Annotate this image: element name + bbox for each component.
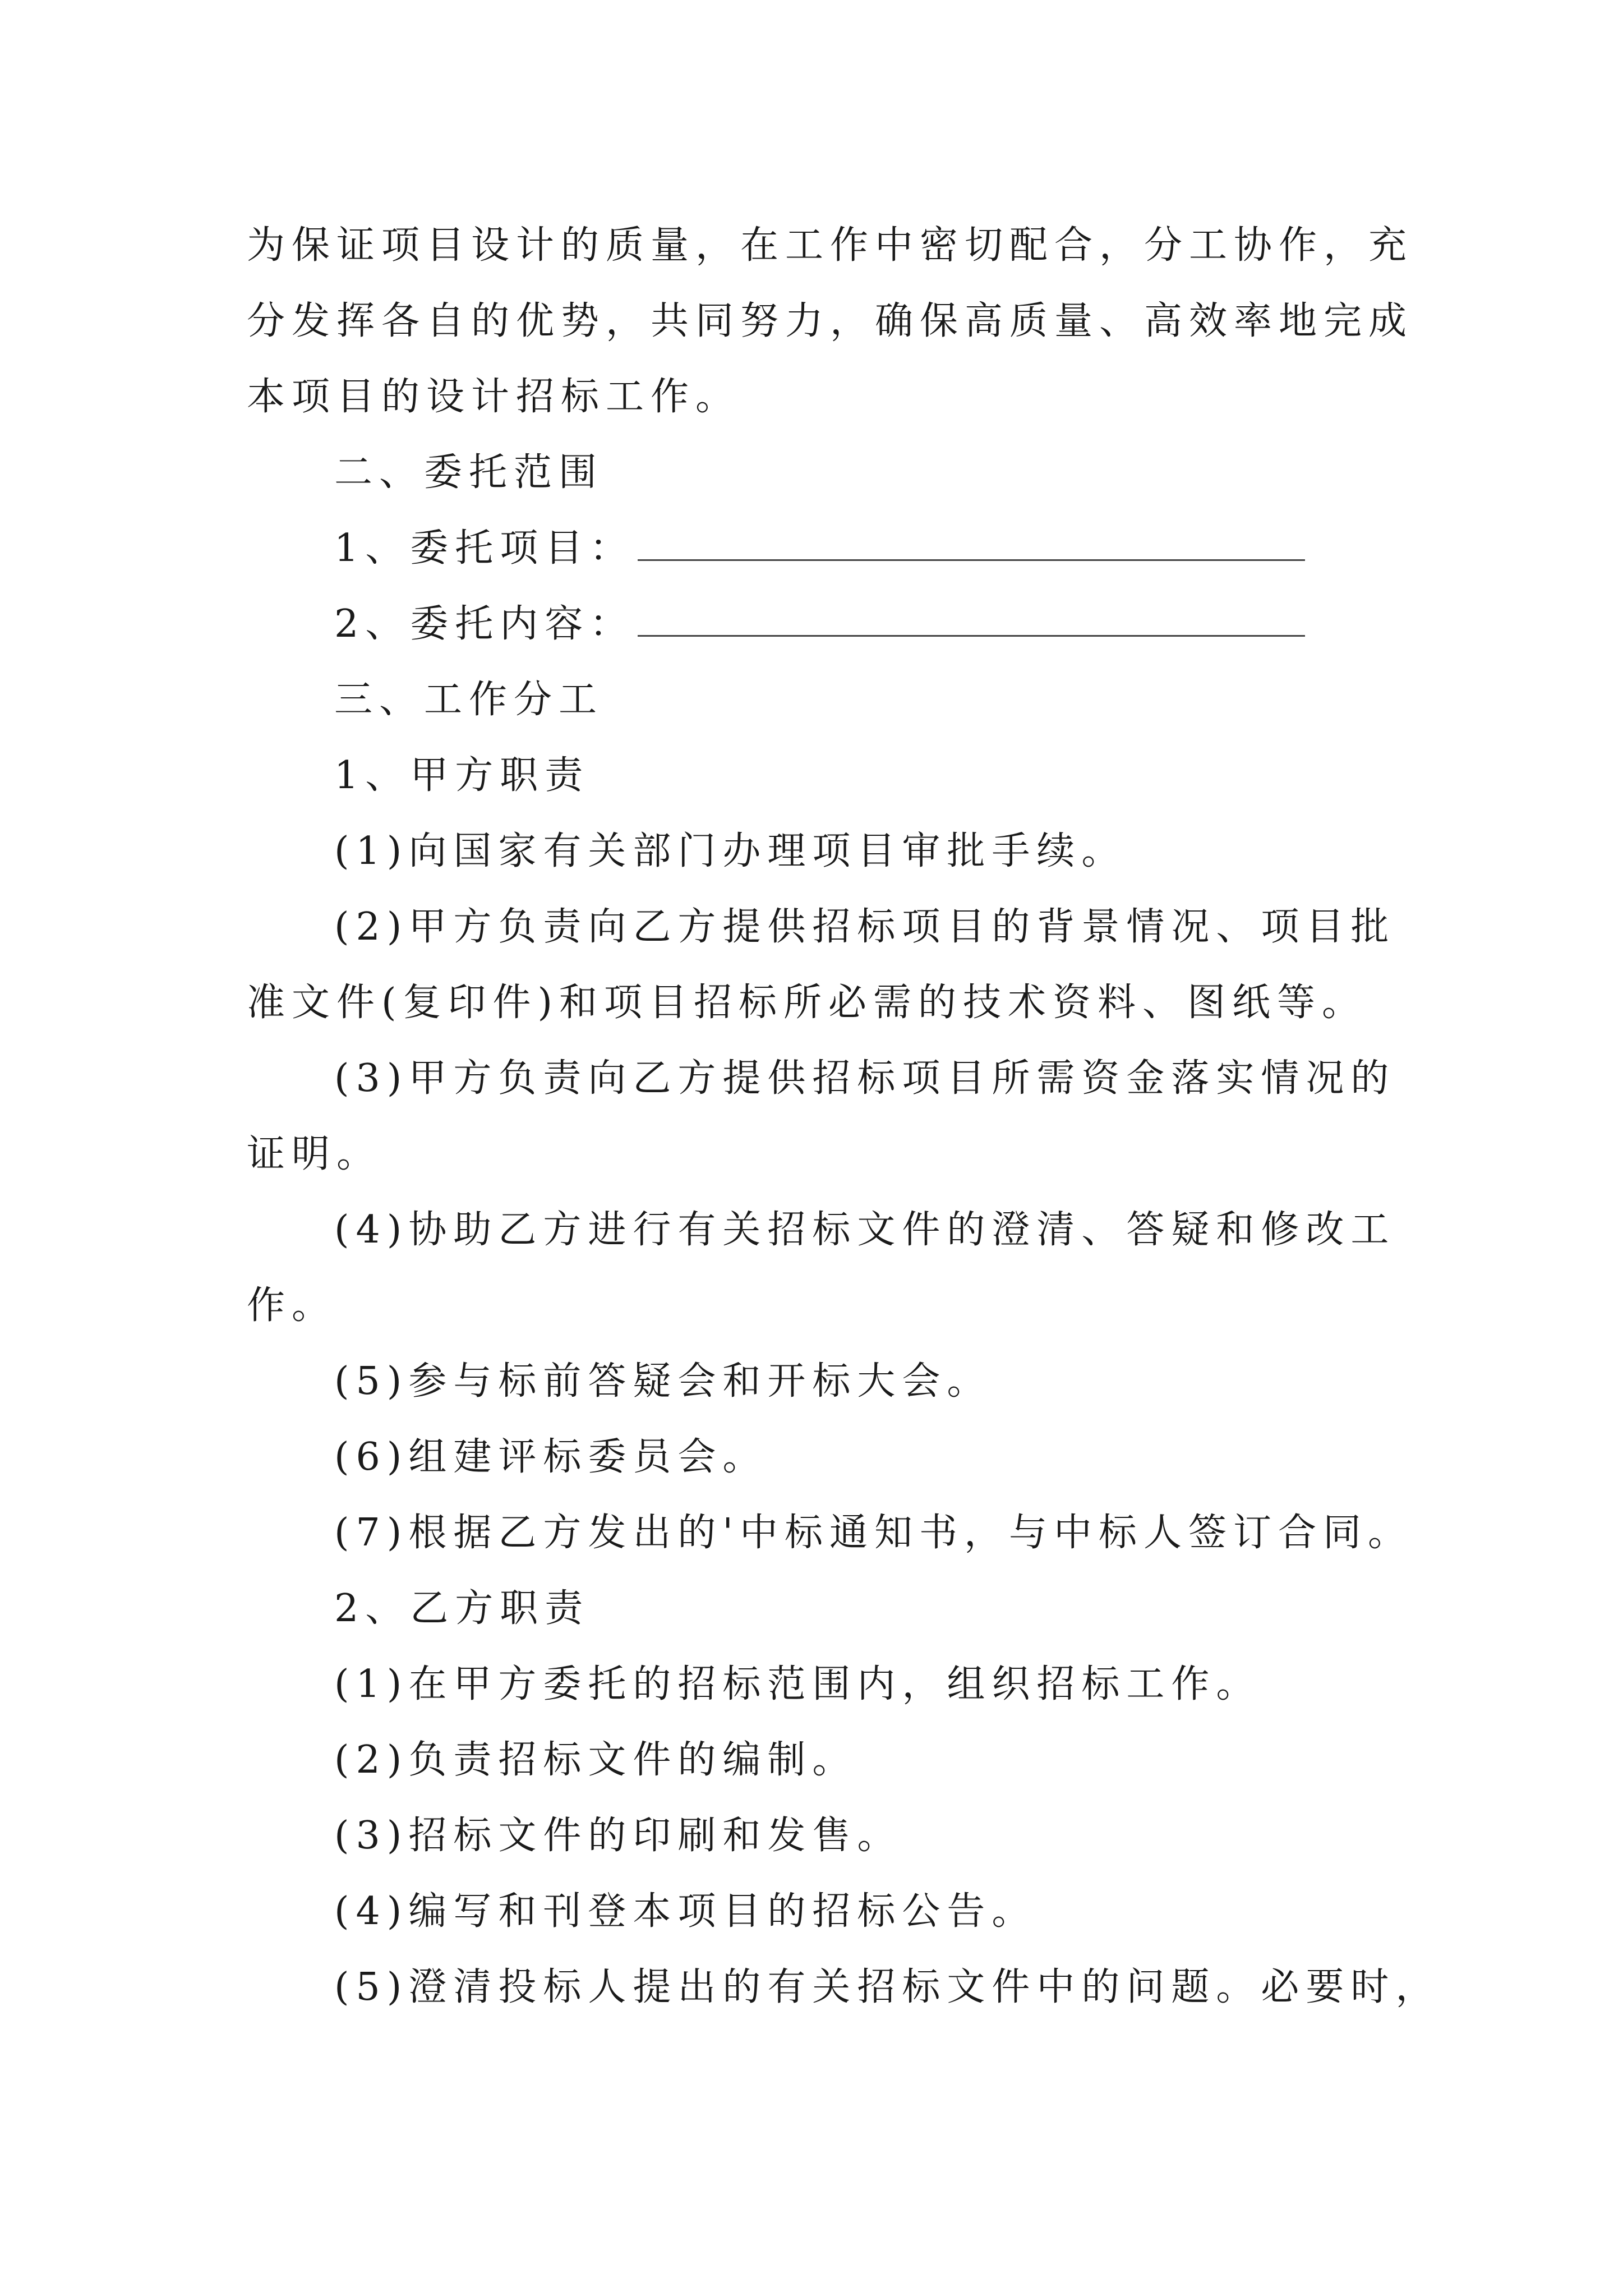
party-a-heading: 1、甲方职责 <box>334 753 590 798</box>
party-b-item: (2)负责招标文件的编制。 <box>334 1738 857 1782</box>
party-a-item-cont: 准文件(复印件)和项目招标所必需的技术资料、图纸等。 <box>247 981 1367 1025</box>
section-division <box>247 662 1441 2025</box>
section-scope <box>247 435 1380 662</box>
entrusted-content-field <box>247 586 1380 662</box>
party-b-item: (1)在甲方委托的招标范围内，组织招标工作。 <box>334 1662 1261 1706</box>
section-heading: 三、工作分工 <box>334 678 604 722</box>
party-a-item-cont: 作。 <box>247 1283 337 1328</box>
entrusted-content-blank <box>638 596 1305 637</box>
party-a-item: (4)协助乙方进行有关招标文件的澄清、答疑和修改工 <box>334 1208 1396 1252</box>
party-b-item: (5)澄清投标人提出的有关招标文件中的问题。必要时， <box>334 1965 1441 2009</box>
field-label: 1、委托项目： <box>334 526 635 570</box>
party-a-item: (7)根据乙方发出的'中标通知书，与中标人签订合同。 <box>334 1511 1413 1555</box>
party-a-item: (1)向国家有关部门办理项目审批手续。 <box>334 829 1127 873</box>
intro-line: 为保证项目设计的质量，在工作中密切配合，分工协作，充 <box>247 223 1414 268</box>
party-b-item: (3)招标文件的印刷和发售。 <box>334 1814 902 1858</box>
party-b-item: (4)编写和刊登本项目的招标公告。 <box>334 1889 1037 1934</box>
entrusted-project-blank <box>638 520 1305 561</box>
party-a-item: (5)参与标前答疑会和开标大会。 <box>334 1359 992 1404</box>
intro-paragraph <box>247 208 1414 435</box>
intro-line: 本项目的设计招标工作。 <box>247 375 741 419</box>
document-body <box>247 208 1441 2025</box>
party-a-item: (3)甲方负责向乙方提供招标项目所需资金落实情况的 <box>334 1056 1396 1101</box>
section-heading: 二、委托范围 <box>334 450 604 495</box>
intro-line: 分发挥各自的优势，共同努力，确保高质量、高效率地完成 <box>247 299 1414 343</box>
party-b-heading: 2、乙方职责 <box>334 1586 590 1631</box>
field-label: 2、委托内容： <box>334 602 635 646</box>
party-a-item-cont: 证明。 <box>247 1132 382 1176</box>
party-a-item: (2)甲方负责向乙方提供招标项目的背景情况、项目批 <box>334 905 1396 949</box>
entrusted-project-field <box>247 510 1380 586</box>
party-a-item: (6)组建评标委员会。 <box>334 1435 768 1479</box>
